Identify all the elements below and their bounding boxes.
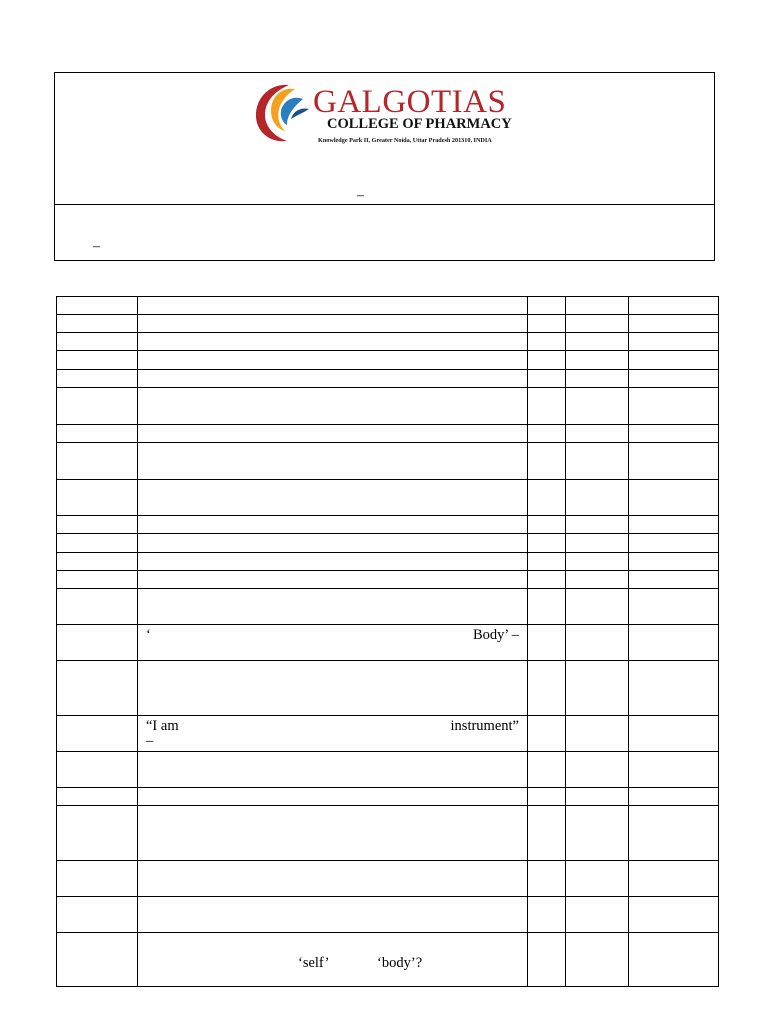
table-row xyxy=(57,806,719,861)
subtitle-dash: – xyxy=(93,239,100,254)
table-row xyxy=(57,315,719,333)
table-row xyxy=(57,716,719,752)
table-row xyxy=(57,897,719,933)
table-row xyxy=(57,388,719,425)
table-row xyxy=(57,370,719,388)
logo-subtitle: COLLEGE OF PHARMACY xyxy=(327,116,512,132)
title-dash: – xyxy=(357,188,364,203)
galgotias-swirl-icon xyxy=(251,79,313,145)
table-row xyxy=(57,625,719,661)
logo-address: Knowledge Park II, Greater Noida, Uttar Pradesh 201310, INDIA xyxy=(318,137,492,144)
question-text xyxy=(138,716,527,735)
question-text-self: ‘self’ xyxy=(298,955,330,971)
question-text xyxy=(138,933,527,972)
logo-name: GALGOTIAS xyxy=(313,84,507,120)
table-row xyxy=(57,443,719,480)
question-text-left: “I am xyxy=(146,718,179,734)
question-text-right: instrument” xyxy=(450,718,519,734)
table-row xyxy=(57,553,719,571)
question-text-left: ‘ xyxy=(146,627,151,643)
table-row xyxy=(57,571,719,589)
table-header-row xyxy=(57,297,719,315)
table-row xyxy=(57,752,719,788)
question-text-line2: – xyxy=(146,733,154,749)
college-logo xyxy=(251,79,526,145)
table-row xyxy=(57,351,719,370)
table-row xyxy=(57,933,719,987)
table-row xyxy=(57,480,719,516)
table-row xyxy=(57,425,719,443)
table-row xyxy=(57,788,719,806)
question-text-body: ‘body’? xyxy=(377,955,423,971)
table-row xyxy=(57,661,719,716)
table-row xyxy=(57,861,719,897)
header-divider xyxy=(55,204,714,205)
table-row xyxy=(57,589,719,625)
table-row xyxy=(57,516,719,534)
exam-header xyxy=(54,72,715,261)
table-row xyxy=(57,333,719,351)
table-row xyxy=(57,534,719,553)
question-text xyxy=(138,625,527,644)
question-text-right: Body’ – xyxy=(472,627,519,643)
question-table xyxy=(56,296,719,987)
